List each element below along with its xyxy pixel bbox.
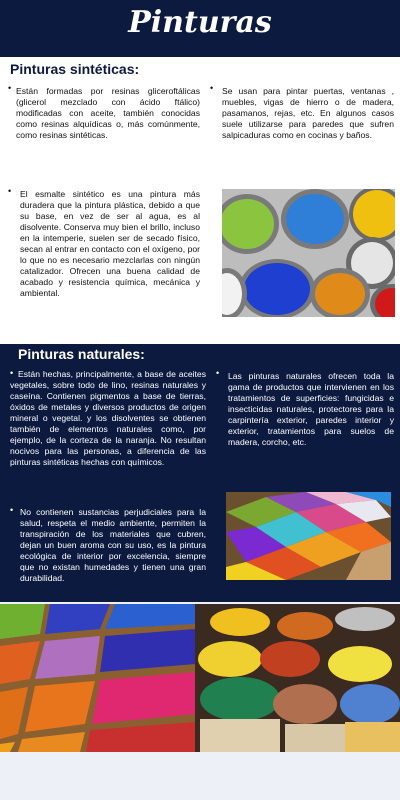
natural-paragraph-1: Están hechas, principalmente, a base de aceites vegetales, sobre todo de lino, resinas naturales y caseína. Contienen pigmentos a base de tierras, óxidos de metales y diversos productos de origen mineral o vegetal. y los disolventes se obtienen también de elementos naturales como, por ejemplo, de la corteza de la naranja. No resultan nocivos para las personas, a diferencia de las pinturas sintéticas hechas con químicos. [10, 369, 206, 467]
natural-paragraph-3: No contienen sustancias perjudiciales para la salud, respeta el medio ambiente, permiten la transpiración de los materiales que cubren, dejan un buen aroma con su uso, es la pintura ecológica de interior por excelencia, siempre que no existan humedades y tienen una gran durabilidad. [20, 507, 206, 583]
footer-blank [0, 752, 400, 800]
pigment-powders-photo [226, 492, 391, 580]
natural-paragraph-2: Las pinturas naturales ofrecen toda la gama de productos que intervienen en los tratamientos de superficies: fungicidas e insecticidas naturales, protectores para la carpintería exterior, paredes interior y exterior, tratamientos para suelos de madera, corcho, etc. [228, 371, 394, 447]
bullet-icon: • [10, 505, 14, 515]
pigment-grid-photo [0, 604, 195, 752]
synthetic-paragraph-1: Están formadas por resinas gliceroftálicas (glicerol mezclado con ácido ftálico) modificadas con aceite, también conocidas como resinas alquídicas o, más comúnmente, como resinas sintéticas. [16, 86, 200, 140]
pigment-bags-photo [195, 604, 400, 752]
page-title: Pinturas [128, 5, 272, 40]
bullet-icon: • [10, 368, 14, 378]
bullet-icon: • [210, 83, 214, 93]
bullet-icon: • [8, 83, 12, 93]
synthetic-paragraph-2: Se usan para pintar puertas, ventanas , muebles, vigas de hierro o de madera, pasamanos, rejas, etc. En algunos casos suele utilizarse para paredes que sufren salpicaduras como en cocinas y baños. [222, 86, 394, 140]
bullet-icon: • [8, 186, 12, 196]
synthetic-paragraph-3: El esmalte sintético es una pintura más duradera que la pintura plástica, debido a que su base, en vez de ser al agua, es al disolvente. Conserva muy bien el brillo, incluso en la intemperie, suelen ser de secado físico, secan al entrar en contacto con el oxígeno, por lo que no es necesario mezclarlas con ningún catalizador. Ofrecen una buena calidad de acabado y resistencia química, mecánica y ambiental. [20, 189, 200, 298]
section-title-natural: Pinturas naturales: [18, 346, 145, 362]
paint-cans-photo [222, 189, 395, 317]
bullet-icon: • [216, 368, 220, 378]
section-title-synthetic: Pinturas sintéticas: [10, 61, 140, 77]
